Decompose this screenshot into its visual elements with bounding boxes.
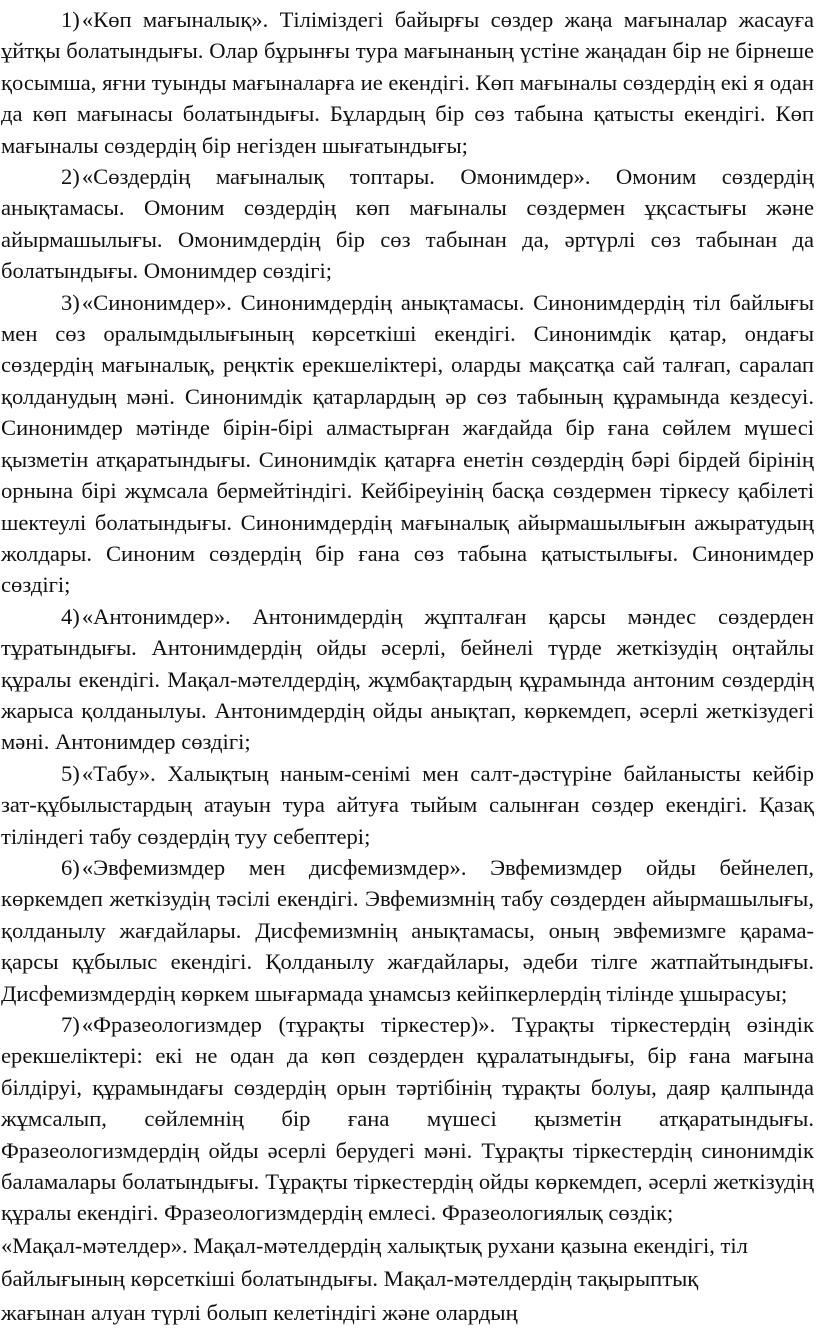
topic-number: 5) [61,760,80,786]
topic-text: «Фразеологизмдер (тұрақты тіркестер)». Тұрақты тіркестердің өзіндік ерекшеліктері: екі не одан да көп сөздерден құралатындығы, бір ғана мағына білдіруі, құрамындағы сөздердің орын тәртібінің тұрақты болуы, даяр қалпында жұмсалып, сөйлемнің бір ғана мүшесі қызметін атқаратындығы. Фразеологизмдердің ойды әсерлі берудегі мәні. Тұрақты тіркестердің синонимдік баламалары болатындығы. Тұрақты тіркестердің ойды көркемдеп, әсерлі жеткізудің құралы екендігі. Фразеологизмдердің емлесі. Фразеологиялық сөздік; [1,1012,814,1226]
topic-number: 7) [61,1012,80,1037]
topic-paragraph [1,852,814,1009]
topic-text: «Антонимдер». Антонимдердің жұпталған қарсы мәндес сөздерден тұратындығы. Антонимдердің ойды әсерлі, бейнелі түрде жеткізудің оңтайлы құралы екендігі. Мақал-мәтелдердің, жұмбақтардың құрамында антоним сөздердің жарыса қолданылуы. Антонимдердің ойды анықтап, көркемдеп, әсерлі жеткізудегі мәні. Антонимдер сөздігі; [1,603,814,755]
topic-number: 2) [61,164,80,190]
topic-number: 4) [61,603,80,629]
topic-paragraph [1,287,814,601]
topic-text: «Эвфемизмдер мен дисфемизмдер». Эвфемизмдер ойды бейнелеп, көркемдеп жеткізудің тәсілі екендігі. Эвфемизмнің табу сөздерден айырмашылығы, қолданылу жағдайлары. Дисфемизмнің анықтамасы, оның эвфемизмге қарама-қарсы құбылыс екендігі. Қолданылу жағдайлары, әдеби тілге жатпайтындығы. Дисфемизмдердің көркем шығармада ұнамсыз кейіпкерлердің тілінде ұшырасуы; [1,854,814,1006]
topic-text: «Табу». Халықтың наным-сенімі мен салт-дәстүріне байланысты кейбір зат-құбылыстардың атауын тура айтуға тыйым салынған сөздер екендігі. Қазақ тіліндегі табу сөздердің туу себептері; [1,760,814,849]
topic-list [1,4,814,1229]
topic-text: «Синонимдер». Синонимдердің анықтамасы. Синонимдердің тіл байлығы мен сөз оралымдылығының көрсеткіші екендігі. Синонимдік қатар, ондағы сөздердің мағыналық, реңктік ерекшеліктері, оларды мақсатқа сай талғап, саралап қолданудың мәні. Синонимдік қатарлардың әр сөз табының құрамында кездесуі. Синонимдер мәтінде бірін-бірі алмастырған жағдайда бір ғана сөйлем мүшесі қызметін атқаратындығы. Синонимдік қатарға енетін сөздердің бәрі бірдей бірінің орнына бірі жұмсала бермейтіндігі. Кейбіреуінің басқа сөздермен тіркесу қабілеті шектеулі болатындығы. Синонимдердің мағыналық айырмашылығын ажыратудың жолдары. Синоним сөздердің бір ғана сөз табына қатыстылығы. Синонимдер сөздігі; [1,289,814,598]
topic-paragraph [1,4,814,161]
topic-number: 1) [61,7,80,32]
proverbs-line: жағынан алуан түрлі болып келетіндігі және олардың [1,1299,518,1325]
topic-paragraph [1,601,814,758]
proverbs-line: байлығының көрсеткіші болатындығы. Мақал-мәтелдердің тақырыптық [1,1266,699,1292]
topic-text: «Сөздердің мағыналық топтары. Омонимдер». Омоним сөздердің анықтамасы. Омоним сөздердің көп мағыналы сөздермен ұқсастығы және айырмашылығы. Омонимдердің бір сөз табынан да, әртүрлі сөз табынан да болатындығы. Омонимдер сөздігі; [1,164,814,284]
topic-number: 6) [61,854,80,880]
topic-text: «Көп мағыналық». Тіліміздегі байырғы сөздер жаңа мағыналар жасауға ұйтқы болатындығы. Олар бұрынғы тура мағынаның үстіне жаңадан бір не бірнеше қосымша, яғни туынды мағыналарға ие екендігі. Көп мағыналы сөздердің екі я одан да көп мағынасы болатындығы. Бұлардың бір сөз табына қатысты екендігі. Көп мағыналы сөздердің бір негізден шығатындығы; [1,7,814,158]
topic-number: 3) [61,289,80,315]
topic-paragraph [1,161,814,287]
proverbs-line: «Мақал-мәтелдер». Мақал-мәтелдердің халықтық рухани қазына екендігі, тіл [1,1232,748,1258]
topic-paragraph [1,758,814,852]
topic-paragraph [1,1009,814,1229]
proverbs-paragraph [1,1229,814,1329]
